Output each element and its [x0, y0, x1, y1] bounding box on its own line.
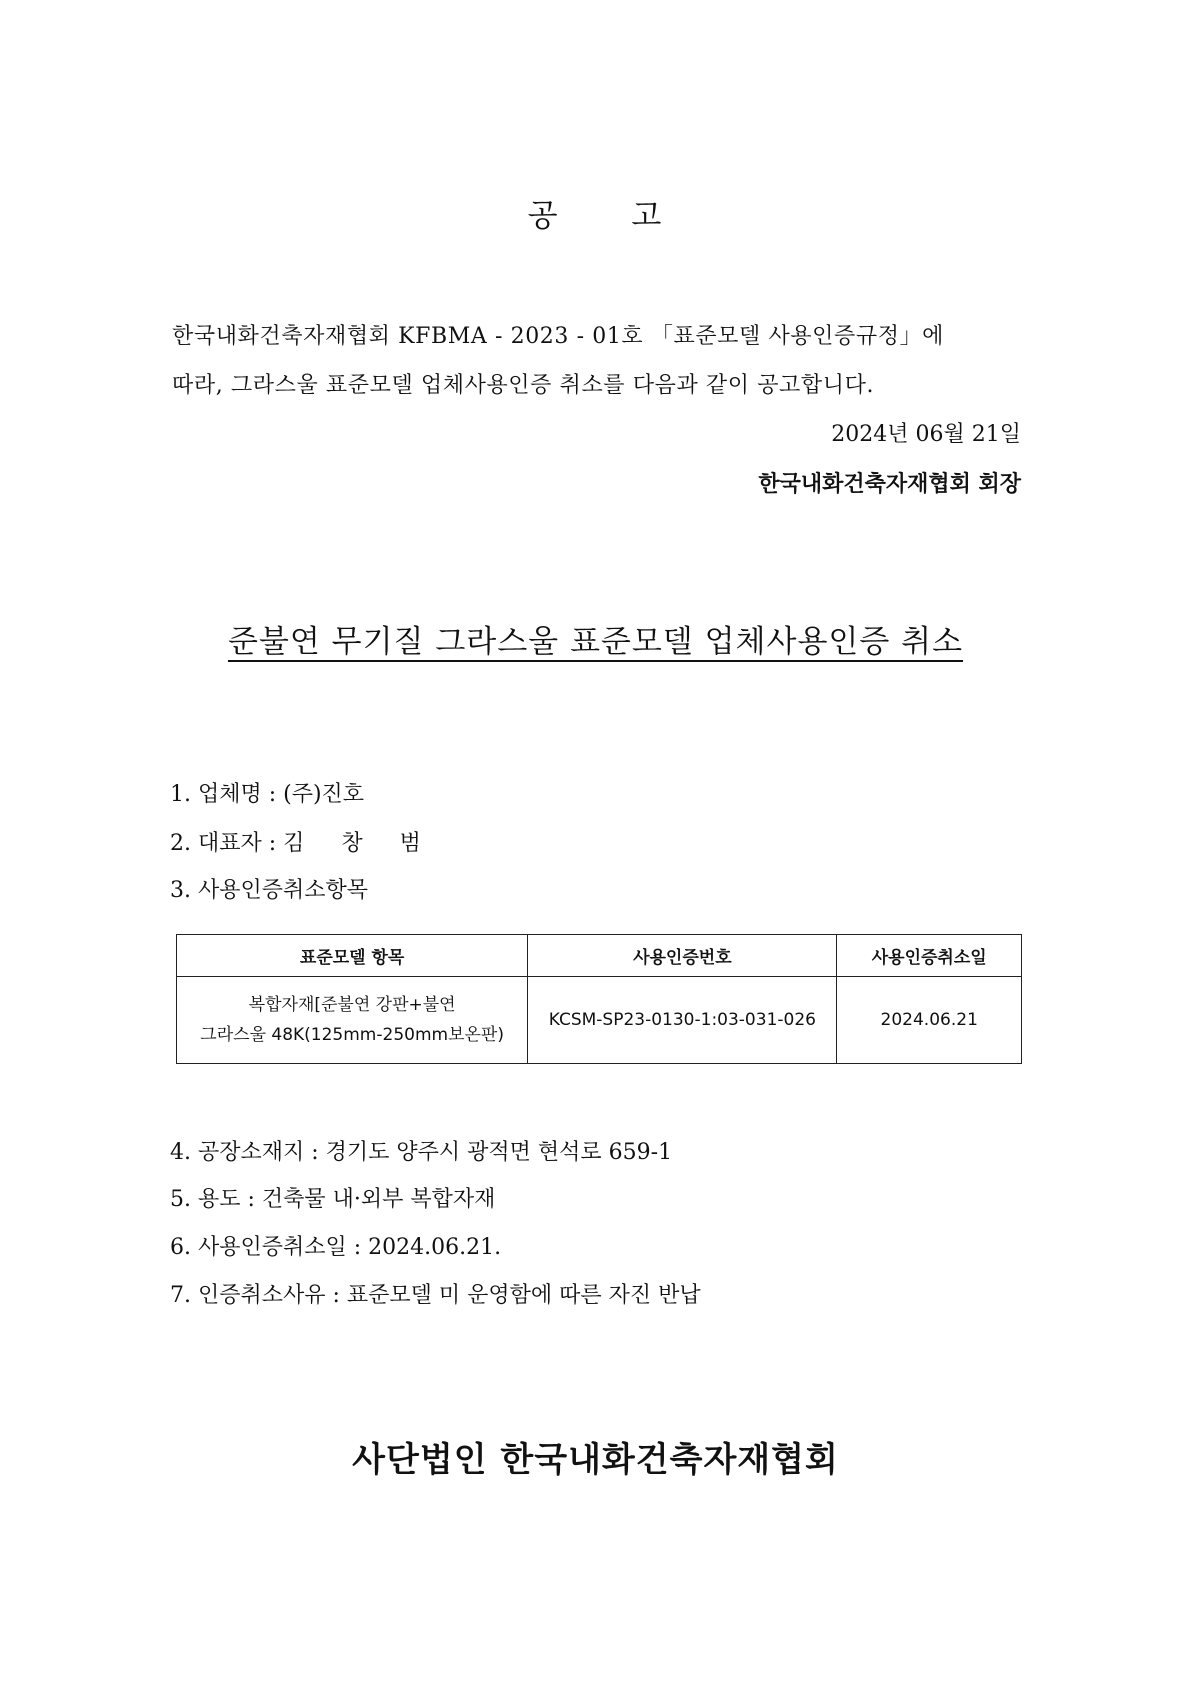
organization-name: 사단법인 한국내화건축자재협회 [352, 1440, 839, 1480]
usage-item [170, 1185, 495, 1215]
table-header-item: 표준모델 항목 [177, 935, 528, 977]
certification-table [176, 934, 1022, 1064]
intro-line-1: 한국내화건축자재협회 KFBMA - 2023 - 01호 「표준모델 사용인증규정」에 [172, 324, 945, 349]
usage-value: 건축물 내·외부 복합자재 [261, 1187, 496, 1212]
table-header-cancel-date: 사용인증취소일 [837, 935, 1022, 977]
reason-value: 표준모델 미 운영함에 따른 자진 반납 [346, 1283, 701, 1308]
cancel-items-heading: 3. 사용인증취소항목 [170, 878, 368, 903]
cancel-date-value: 2024.06.21. [368, 1235, 502, 1260]
factory-value: 경기도 양주시 광적면 현석로 659-1 [325, 1140, 673, 1165]
usage-label: 5. 용도 : [170, 1187, 262, 1212]
notice-date: 2024년 06월 21일 [831, 422, 1021, 447]
reason-item [170, 1281, 701, 1311]
reason-label: 7. 인증취소사유 : [170, 1283, 347, 1308]
company-value: (주)진호 [283, 782, 365, 807]
subject-text: 준불연 무기질 그라스울 표준모델 업체사용인증 취소 [227, 624, 964, 660]
company-item [170, 780, 364, 810]
factory-label: 4. 공장소재지 : [170, 1140, 326, 1165]
company-label: 1. 업체명 : [170, 782, 284, 807]
table-row [177, 977, 1022, 1064]
subject-heading [0, 616, 1191, 661]
notice-title: 공 고 [527, 198, 664, 234]
table-header-row [177, 935, 1022, 977]
intro-line-2: 따라, 그라스울 표준모델 업체사용인증 취소를 다음과 같이 공고합니다. [172, 373, 875, 398]
table-cell-item [177, 977, 528, 1064]
notice-issuer: 한국내화건축자재협회 회장 [758, 471, 1021, 497]
table-cell-cancel-date: 2024.06.21 [837, 977, 1022, 1064]
table-header-cert-number: 사용인증번호 [528, 935, 837, 977]
representative-value: 김 창 범 [283, 831, 421, 856]
table-cell-cert-number: KCSM-SP23-0130-1:03-031-026 [528, 977, 837, 1064]
representative-label: 2. 대표자 : [170, 831, 284, 856]
cancel-date-label: 6. 사용인증취소일 : [170, 1235, 369, 1260]
table-cell-item-line-1: 복합자재[준불연 강판+불연 [248, 995, 456, 1015]
factory-item [170, 1138, 672, 1168]
cancel-date-item [170, 1233, 501, 1263]
representative-item [170, 829, 421, 859]
table-cell-item-line-2: 그라스울 48K(125mm-250mm보온판) [200, 1025, 504, 1045]
